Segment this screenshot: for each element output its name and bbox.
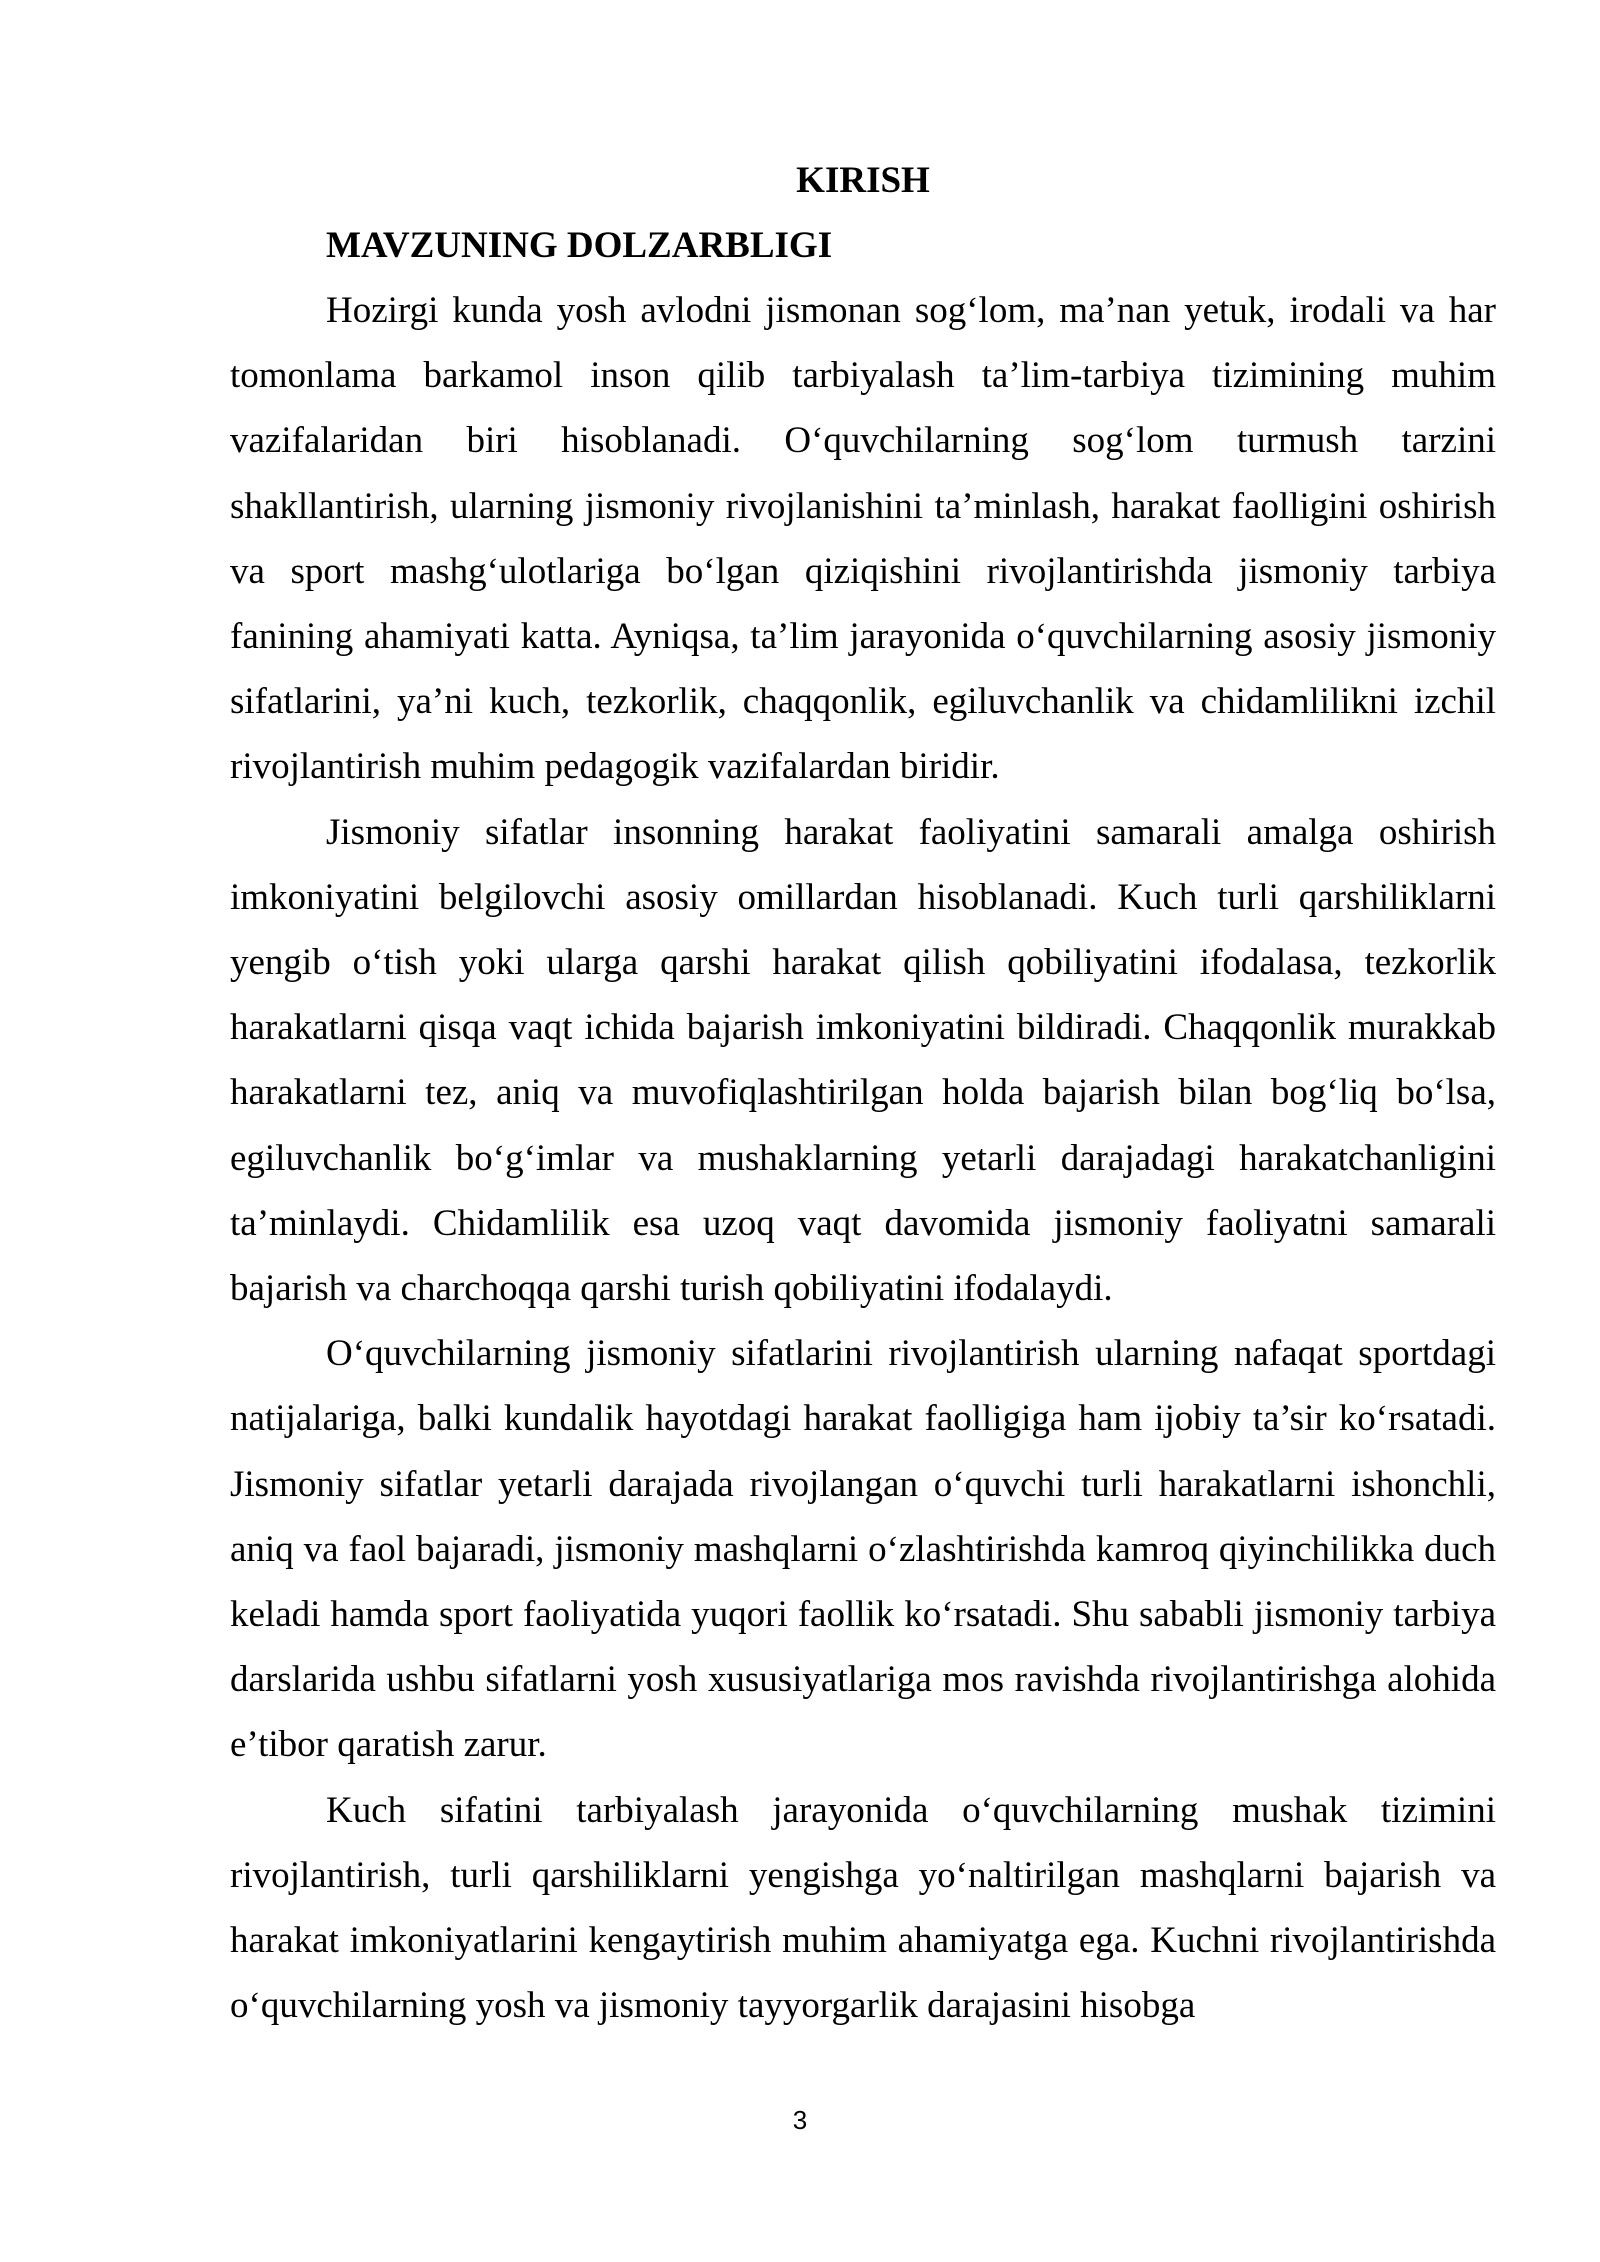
page-content — [230, 148, 1496, 2038]
paragraph-2: Jismoniy sifatlar insonning harakat faoliyatini samarali amalga oshirish imkoniyatini belgilovchi asosiy omillardan hisoblanadi. Kuch turli qarshiliklarni yengib o‘tish yoki ularga qarshi harakat qilish qobiliyatini ifodalasa, tezkorlik harakatlarni qisqa vaqt ichida bajarish imkoniyatini bildiradi. Chaqqonlik murakkab harakatlarni tez, aniq va muvofiqlashtirilgan holda bajarish bilan bog‘liq bo‘lsa, egiluvchanlik bo‘g‘imlar va mushaklarning yetarli darajadagi harakatchanligini ta’minlaydi. Chidamlilik esa uzoq vaqt davomida jismoniy faoliyatni samarali bajarish va charchoqqa qarshi turish qobiliyatini ifodalaydi. — [230, 811, 1496, 1310]
page-number: 3 — [792, 2105, 808, 2135]
paragraph-3: O‘quvchilarning jismoniy sifatlarini rivojlantirish ularning nafaqat sportdagi natijalariga, balki kundalik hayotdagi harakat faolligiga ham ijobiy ta’sir ko‘rsatadi. Jismoniy sifatlar yetarli darajada rivojlangan o‘quvchi turli harakatlarni ishonchli, aniq va faol bajaradi, jismoniy mashqlarni o‘zlashtirishda kamroq qiyinchilikka duch keladi hamda sport faoliyatida yuqori faollik ko‘rsatadi. Shu sababli jismoniy tarbiya darslarida ushbu sifatlarni yosh xususiyatlariga mos ravishda rivojlantirishga alohida e’tibor qaratish zarur. — [230, 1333, 1496, 1766]
page-title: KIRISH — [796, 160, 930, 201]
paragraph-4: Kuch sifatini tarbiyalash jarayonida o‘quvchilarning mushak tizimini rivojlantirish, turli qarshiliklarni yengishga yo‘naltirilgan mashqlarni bajarish va harakat imkoniyatlarini kengaytirish muhim ahamiyatga ega. Kuchni rivojlantirishda o‘quvchilarning yosh va jismoniy tayyorgarlik darajasini hisobga — [230, 1789, 1496, 2027]
section-heading: MAVZUNING DOLZARBLIGI — [326, 225, 833, 266]
paragraph-1: Hozirgi kunda yosh avlodni jismonan sog‘lom, ma’nan yetuk, irodali va har tomonlama barkamol inson qilib tarbiyalash ta’lim-tarbiya tizimining muhim vazifalaridan biri hisoblanadi. O‘quvchilarning sog‘lom turmush tarzini shakllantirish, ularning jismoniy rivojlanishini ta’minlash, harakat faolligini oshirish va sport mashg‘ulotlariga bo‘lgan qiziqishini rivojlantirishda jismoniy tarbiya fanining ahamiyati katta. Ayniqsa, ta’lim jarayonida o‘quvchilarning asosiy jismoniy sifatlarini, ya’ni kuch, tezkorlik, chaqqonlik, egiluvchanlik va chidamlilikni izchil rivojlantirish muhim pedagogik vazifalardan biridir. — [230, 290, 1496, 788]
